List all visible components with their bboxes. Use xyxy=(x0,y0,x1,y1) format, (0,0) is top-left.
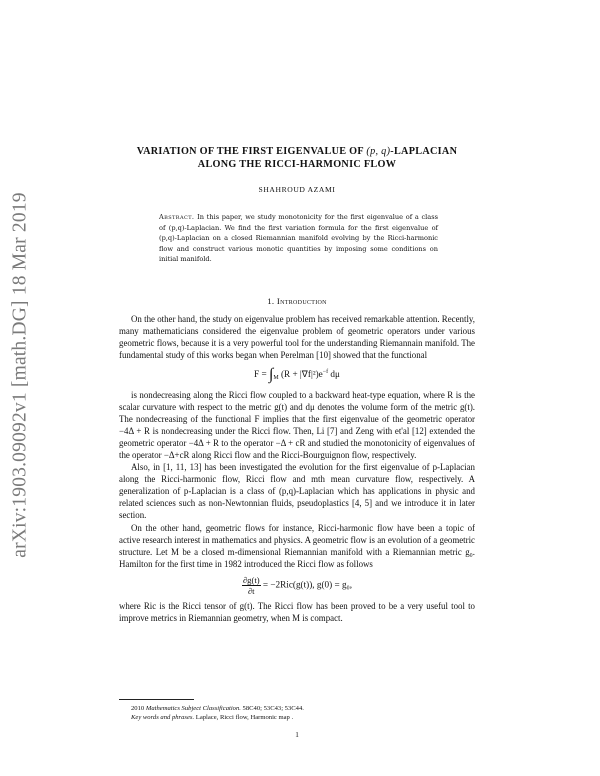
page-number: 1 xyxy=(295,731,299,739)
section-number: 1. xyxy=(267,296,277,306)
arxiv-id: arXiv:1903.09092v1 [math.DG] 18 Mar 2019 xyxy=(10,192,32,558)
msc-label: Mathematics Subject Classification. xyxy=(145,705,241,712)
eq1-exponent: −f xyxy=(322,369,329,376)
eq1-body: (R + |∇f|²)e xyxy=(280,369,323,380)
eq2-numerator: ∂g(t) xyxy=(242,574,260,585)
abstract-label: Abstract. xyxy=(159,213,195,221)
abstract-text: In this paper, we study monotonicity for the first eigenvalue of a class of (p,q)-Laplacian. We find the first variation formula for the first eigenvalue of (p,q)-Laplacian on a closed Riemannian manifold evolving by the Ricci-harmonic flow and construct various monotic quantities by imposing some conditions on initial manifold. xyxy=(159,213,438,264)
abstract xyxy=(159,212,438,265)
integral-symbol: ∫ xyxy=(268,366,274,384)
eq2-fraction xyxy=(242,575,261,596)
author: SHAHROUD AZAMI xyxy=(258,185,336,194)
paragraph-2: is nondecreasing along the Ricci flow coupled to a backward heat-type equation, where R is the scalar curvature with respect to the metric g(t) and dμ denotes the volume form of the metric g(t). The nondecreasing of the functional F implies that the first eigenvalue of the geometric operator −4Δ + R is nondecreasing under the Ricci flow. Then, Li [7] and Zeng with et'al [12] extended the geometric operator −4Δ + R to the operator −Δ + cR and studied the monotonicity of eigenvalues of the operator −Δ+cR along Ricci flow and the Ricci-Bourguignon flow, respectively. xyxy=(119,389,475,460)
title-pq: (p, q) xyxy=(366,146,391,157)
eq1-lhs: F = xyxy=(254,369,269,380)
title-line2: ALONG THE RICCI-HARMONIC FLOW xyxy=(197,159,397,170)
paragraph-4: On the other hand, geometric flows for instance, Ricci-harmonic flow have been a topic of active research interest in mathematics and physics. A geometric flow is an evolution of a geometric structure. Let M be a closed m-dimensional Riemannian manifold with a Riemannian metric g₀. Hamilton for the first time in 1982 introduced the Ricci flow as follows xyxy=(119,522,475,569)
equation-ricci-flow xyxy=(119,575,475,596)
keywords-label: Key words and phrases. xyxy=(131,714,195,722)
eq2-rhs: = −2Ric(g(t)), g(0) = g₀, xyxy=(260,579,353,590)
equation-functional xyxy=(119,366,475,384)
footnote-msc xyxy=(119,704,475,713)
footnote-keywords xyxy=(119,713,475,722)
paragraph-3: Also, in [1, 11, 13] has been investigated the evolution for the first eigenvalue of p-Laplacian along the Ricci-harmonic flow, Ricci flow and mth mean curvature flow, respectively. A generalization of p-Laplacian is a class of (p,q)-Laplacian which has applications in physic and related sciences such as non-Newtonnian fluids, pseudoplastics [4, 5] and we introduce it in later section. xyxy=(119,462,475,521)
paragraph-1: On the other hand, the study on eigenvalue problem has received remarkable attention. Recently, many mathematicians considered the eigenvalue problem of geometric operators under various geometric flows, because it is a very powerful tool for the understanding Riemannain manifold. The fundamental study of this works began when Perelman [10] showed that the functional xyxy=(119,314,475,361)
section-title: Introduction xyxy=(276,296,327,306)
title-line1-b: -LAPLACIAN xyxy=(390,146,458,157)
arxiv-stamp xyxy=(4,160,38,590)
eq1-subscript: M xyxy=(273,375,279,382)
eq1-end: dμ xyxy=(328,369,340,380)
msc-year: 2010 xyxy=(131,705,146,712)
title-line1-a: VARIATION OF THE FIRST EIGENVALUE OF xyxy=(136,146,367,157)
paragraph-5: where Ric is the Ricci tensor of g(t). The Ricci flow has been proved to be a very useful tool to improve metrics in Riemannian geometry, when M is compact. xyxy=(119,600,475,624)
footnotes xyxy=(119,704,475,723)
footnote-divider xyxy=(119,699,194,700)
body-text xyxy=(119,313,475,624)
section-heading xyxy=(119,296,475,306)
msc-codes: 58C40; 53C43; 53C44. xyxy=(240,705,304,712)
paper-title xyxy=(119,145,475,171)
keywords-text: Laplace, Ricci flow, Harmonic map . xyxy=(194,714,294,722)
eq2-denominator: ∂t xyxy=(247,585,255,596)
